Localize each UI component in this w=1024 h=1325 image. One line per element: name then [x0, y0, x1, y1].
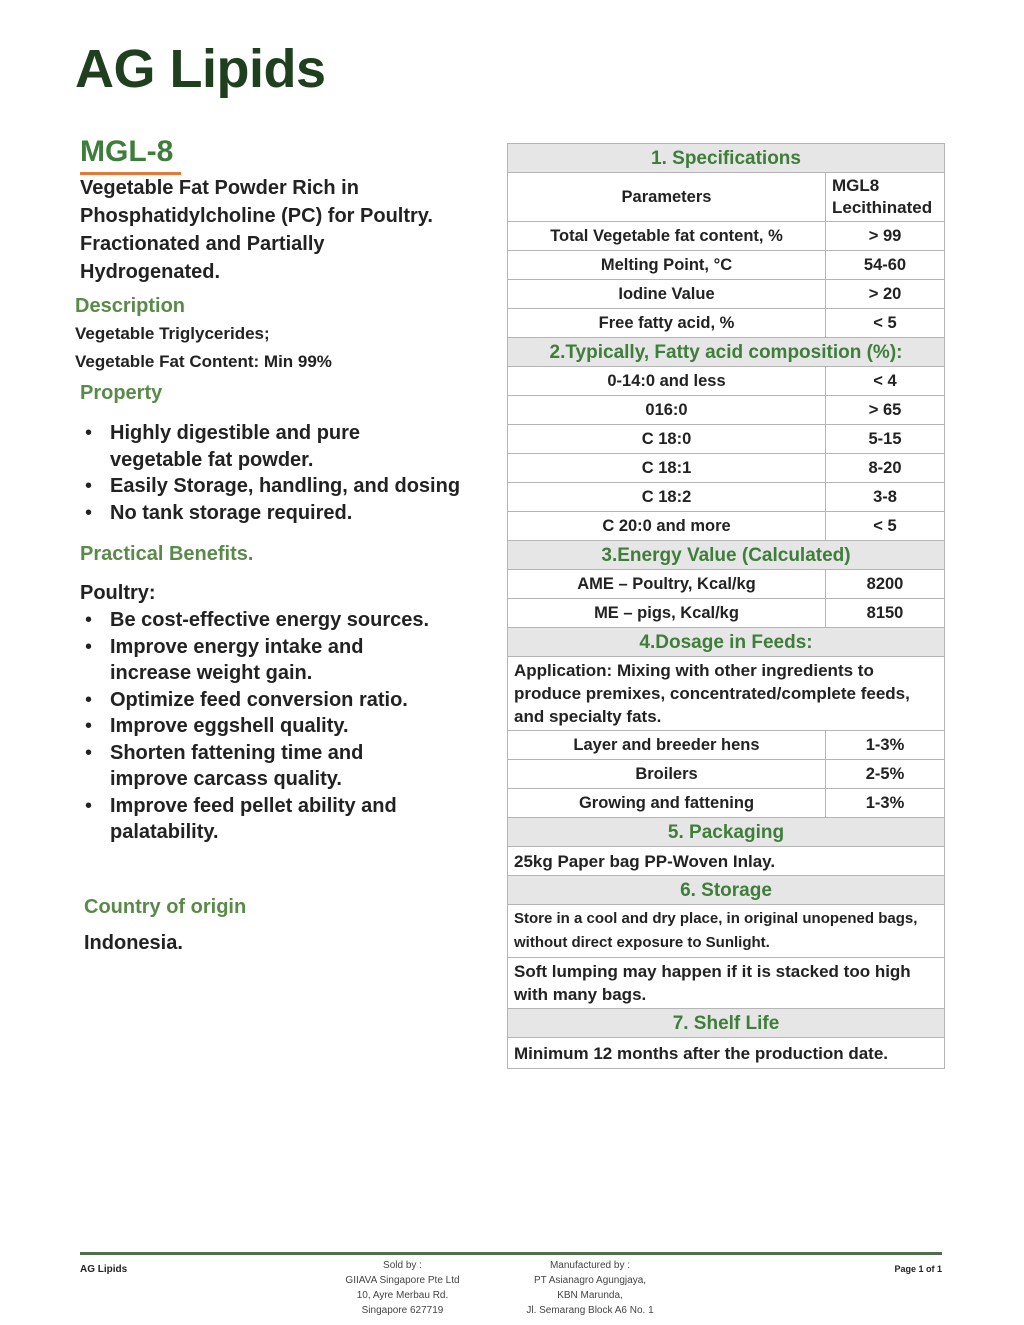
table-cell: C 20:0 and more [508, 512, 826, 541]
table-cell: Free fatty acid, % [508, 309, 826, 338]
dosage-application: Application: Mixing with other ingredients to produce premixes, concentrated/complete feeds, and specialty fats. [508, 657, 945, 731]
footer-line: GIIAVA Singapore Pte Ltd [345, 1275, 460, 1286]
list-item: • Improve energy intake and increase weight gain. [80, 634, 390, 687]
table-cell: < 5 [826, 512, 945, 541]
list-item: • Improve feed pellet ability and palatability. [80, 793, 400, 846]
table-cell: 0-14:0 and less [508, 367, 826, 396]
table-cell: 8150 [826, 599, 945, 628]
table-cell: ME – pigs, Kcal/kg [508, 599, 826, 628]
benefits-list [80, 607, 500, 846]
table-cell: 1-3% [826, 789, 945, 818]
table-row [508, 512, 945, 541]
section-heading: 6. Storage [508, 876, 945, 905]
property-heading: Property [80, 382, 163, 404]
origin-heading: Country of origin [84, 896, 247, 918]
list-item: • No tank storage required. [80, 500, 500, 527]
table-row [508, 847, 945, 876]
table-row [508, 280, 945, 309]
table-cell: < 4 [826, 367, 945, 396]
shelf-life-text: Minimum 12 months after the production date. [508, 1038, 945, 1069]
list-item: • Easily Storage, handling, and dosing [80, 473, 500, 500]
subtitle-line: Vegetable Fat Powder Rich in [80, 177, 359, 199]
table-row [508, 789, 945, 818]
table-cell: C 18:2 [508, 483, 826, 512]
table-cell: C 18:0 [508, 425, 826, 454]
table-cell: Melting Point, °C [508, 251, 826, 280]
table-cell: Broilers [508, 760, 826, 789]
benefits-heading: Practical Benefits. [80, 543, 254, 565]
footer-line: KBN Marunda, [557, 1290, 623, 1301]
footer-line: Singapore 627719 [361, 1305, 444, 1316]
param-value-line: Lecithinated [832, 198, 933, 217]
footer-line: Jl. Semarang Block A6 No. 1 [526, 1305, 654, 1316]
table-row [508, 1038, 945, 1069]
table-cell: 54-60 [826, 251, 945, 280]
table-cell: > 65 [826, 396, 945, 425]
section-heading: 7. Shelf Life [508, 1009, 945, 1038]
table-row [508, 367, 945, 396]
product-code: MGL-8 [80, 135, 174, 168]
table-row [508, 251, 945, 280]
description-line: Vegetable Triglycerides; [75, 324, 270, 343]
table-row [508, 309, 945, 338]
table-row [508, 425, 945, 454]
table-cell: 5-15 [826, 425, 945, 454]
table-cell: Layer and breeder hens [508, 731, 826, 760]
footer-line: 10, Ayre Merbau Rd. [356, 1290, 449, 1301]
table-cell: 1-3% [826, 731, 945, 760]
storage-text: Store in a cool and dry place, in original unopened bags, without direct exposure to Sunlight. [508, 905, 945, 958]
storage-note: Soft lumping may happen if it is stacked too high with many bags. [508, 958, 945, 1009]
list-item: • Highly digestible and pure vegetable fat powder. [80, 420, 400, 473]
table-cell: Growing and fattening [508, 789, 826, 818]
list-item: • Be cost-effective energy sources. [80, 607, 500, 634]
specification-table [507, 143, 945, 1069]
packaging-text: 25kg Paper bag PP-Woven Inlay. [508, 847, 945, 876]
footer-label: Sold by : [383, 1260, 422, 1271]
list-item: • Improve eggshell quality. [80, 713, 500, 740]
footer-brand: AG Lipids [80, 1264, 128, 1275]
product-subtitle [80, 174, 500, 286]
property-list [80, 420, 500, 526]
table-cell [826, 173, 945, 222]
section-heading: 3.Energy Value (Calculated) [508, 541, 945, 570]
table-cell: AME – Poultry, Kcal/kg [508, 570, 826, 599]
table-row [508, 396, 945, 425]
table-row [508, 570, 945, 599]
table-row [508, 222, 945, 251]
table-cell: 016:0 [508, 396, 826, 425]
table-cell: 2-5% [826, 760, 945, 789]
footer-manufactured-by [510, 1258, 670, 1318]
subtitle-line: Fractionated and Partially [80, 233, 325, 255]
table-row [508, 483, 945, 512]
table-row [508, 454, 945, 483]
table-cell: 3-8 [826, 483, 945, 512]
table-cell: Iodine Value [508, 280, 826, 309]
table-row [508, 958, 945, 1009]
list-item: • Optimize feed conversion ratio. [80, 687, 500, 714]
table-cell: < 5 [826, 309, 945, 338]
section-heading: 4.Dosage in Feeds: [508, 628, 945, 657]
subtitle-line: Hydrogenated. [80, 261, 221, 283]
table-cell: Total Vegetable fat content, % [508, 222, 826, 251]
table-row [508, 760, 945, 789]
table-cell: C 18:1 [508, 454, 826, 483]
footer-sold-by [330, 1258, 475, 1318]
param-value-line: MGL8 [832, 176, 880, 195]
table-cell: 8200 [826, 570, 945, 599]
table-cell: > 99 [826, 222, 945, 251]
footer-label: Manufactured by : [549, 1260, 631, 1271]
description-heading: Description [75, 295, 186, 317]
footer-divider [80, 1252, 942, 1255]
table-cell: > 20 [826, 280, 945, 309]
footer-line: PT Asianagro Agungjaya, [533, 1275, 647, 1286]
table-cell: Parameters [508, 173, 826, 222]
benefits-subheading: Poultry: [80, 582, 156, 604]
table-row [508, 599, 945, 628]
section-heading: 5. Packaging [508, 818, 945, 847]
table-row [508, 731, 945, 760]
table-row [508, 657, 945, 731]
section-heading: 2.Typically, Fatty acid composition (%): [508, 338, 945, 367]
table-row [508, 905, 945, 958]
subtitle-line: Phosphatidylcholine (PC) for Poultry. [80, 205, 433, 227]
section-heading: 1. Specifications [508, 144, 945, 173]
list-item: • Shorten fattening time and improve carcass quality. [80, 740, 400, 793]
origin-value: Indonesia. [84, 932, 183, 954]
table-cell: 8-20 [826, 454, 945, 483]
description-line: Vegetable Fat Content: Min 99% [75, 352, 332, 371]
footer-page-number: Page 1 of 1 [894, 1264, 942, 1274]
brand-title: AG Lipids [75, 39, 326, 99]
